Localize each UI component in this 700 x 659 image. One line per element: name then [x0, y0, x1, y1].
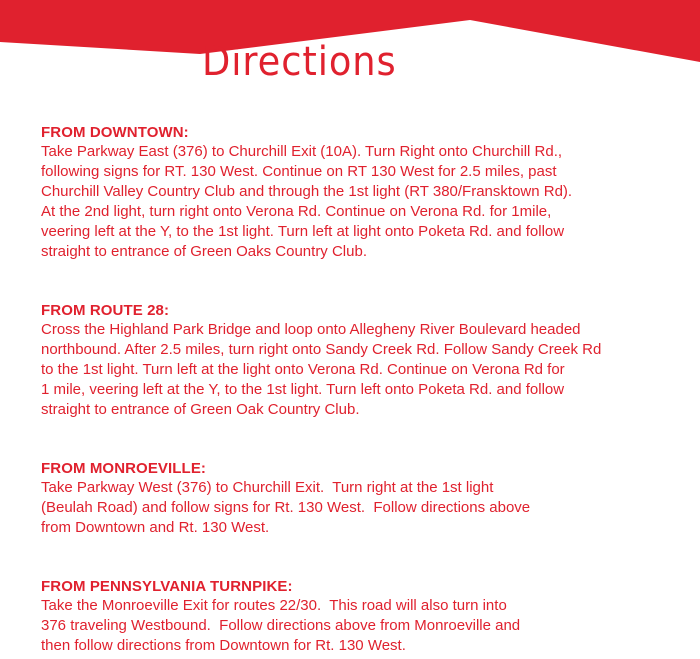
section-text-line: Take Parkway West (376) to Churchill Exit. Turn right at the 1st light: [41, 479, 494, 496]
section-text-line: At the 2nd light, turn right onto Verona Rd. Continue on Verona Rd. for 1mile,: [41, 203, 552, 220]
section-text-line: straight to entrance of Green Oak Country Club.: [41, 401, 360, 418]
section-text-line: to the 1st light. Turn left at the light onto Verona Rd. Continue on Verona Rd for: [41, 361, 565, 378]
page-title: Directions: [202, 39, 397, 85]
section-text-line: northbound. After 2.5 miles, turn right onto Sandy Creek Rd. Follow Sandy Creek Rd: [41, 341, 602, 358]
section-text-line: 376 traveling Westbound. Follow directions above from Monroeville and: [41, 617, 521, 634]
section-text-line: (Beulah Road) and follow signs for Rt. 130 West. Follow directions above: [41, 499, 531, 516]
section-heading: FROM PENNSYLVANIA TURNPIKE:: [41, 578, 293, 595]
section-text-line: Take Parkway East (376) to Churchill Exit (10A). Turn Right onto Churchill Rd.,: [41, 143, 563, 160]
section-text-line: Take the Monroeville Exit for routes 22/30. This road will also turn into: [41, 597, 507, 614]
section-text-line: Cross the Highland Park Bridge and loop onto Allegheny River Boulevard headed: [41, 321, 581, 338]
directions-from-pennsylvania-turnpike: [41, 578, 681, 656]
section-text-line: following signs for RT. 130 West. Continue on RT 130 West for 2.5 miles, past: [41, 163, 557, 180]
section-heading: FROM DOWNTOWN:: [41, 124, 189, 141]
section-text-line: 1 mile, veering left at the Y, to the 1st light. Turn left onto Poketa Rd. and follow: [41, 381, 565, 398]
directions-from-route-28: [41, 302, 681, 420]
section-text-line: then follow directions from Downtown for Rt. 130 West.: [41, 637, 406, 654]
directions-from-monroeville: [41, 460, 681, 538]
section-heading: FROM MONROEVILLE:: [41, 460, 207, 477]
section-text-line: Churchill Valley Country Club and through the 1st light (RT 380/Fransktown Rd).: [41, 183, 573, 200]
section-text-line: veering left at the Y, to the 1st light. Turn left at light onto Poketa Rd. and follow: [41, 223, 565, 240]
section-text-line: straight to entrance of Green Oaks Country Club.: [41, 243, 367, 260]
section-heading: FROM ROUTE 28:: [41, 302, 170, 319]
directions-from-downtown: [41, 124, 681, 262]
section-text-line: from Downtown and Rt. 130 West.: [41, 519, 270, 536]
